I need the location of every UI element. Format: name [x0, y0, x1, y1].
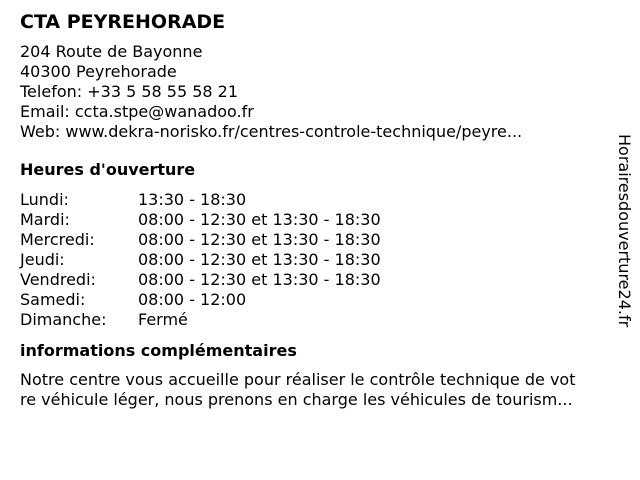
day-label: Mercredi:	[20, 230, 95, 249]
day-hours: 13:30 - 18:30	[138, 190, 247, 209]
hours-row-thursday	[20, 250, 381, 270]
day-label: Lundi:	[20, 190, 69, 209]
day-label: Mardi:	[20, 210, 70, 229]
hours-row-friday	[20, 270, 381, 290]
day-label: Dimanche:	[20, 310, 107, 329]
day-hours: 08:00 - 12:00	[138, 290, 247, 309]
additional-info-heading: informations complémentaires	[20, 341, 297, 360]
address-street: 204 Route de Bayonne	[20, 42, 203, 61]
watermark-text: Horairesdouverture24.fr	[615, 134, 634, 328]
address-city: 40300 Peyrehorade	[20, 62, 177, 81]
day-hours: 08:00 - 12:30 et 13:30 - 18:30	[138, 250, 381, 269]
site-watermark	[614, 134, 636, 344]
day-hours: 08:00 - 12:30 et 13:30 - 18:30	[138, 270, 381, 289]
info-text-line: Notre centre vous accueille pour réaliser le contrôle technique de vot	[20, 370, 576, 389]
website-link[interactable]: Web: www.dekra-norisko.fr/centres-controle-technique/peyre...	[20, 122, 523, 141]
day-label: Jeudi:	[20, 250, 65, 269]
day-label: Vendredi:	[20, 270, 96, 289]
additional-info-text	[20, 370, 620, 410]
day-hours: 08:00 - 12:30 et 13:30 - 18:30	[138, 210, 381, 229]
email-address[interactable]: Email: ccta.stpe@wanadoo.fr	[20, 102, 254, 121]
opening-hours-heading: Heures d'ouverture	[20, 160, 196, 179]
day-label: Samedi:	[20, 290, 86, 309]
day-hours: 08:00 - 12:30 et 13:30 - 18:30	[138, 230, 381, 249]
business-name: CTA PEYREHORADE	[20, 11, 226, 33]
hours-row-sunday	[20, 310, 381, 330]
hours-row-tuesday	[20, 210, 381, 230]
info-text-line: re véhicule léger, nous prenons en charge les véhicules de tourism...	[20, 390, 573, 409]
hours-row-monday	[20, 190, 381, 210]
hours-row-wednesday	[20, 230, 381, 250]
day-hours: Fermé	[138, 310, 188, 329]
phone-number[interactable]: Telefon: +33 5 58 55 58 21	[20, 82, 239, 101]
hours-row-saturday	[20, 290, 381, 310]
business-card	[20, 10, 610, 410]
opening-hours-table	[20, 190, 381, 330]
